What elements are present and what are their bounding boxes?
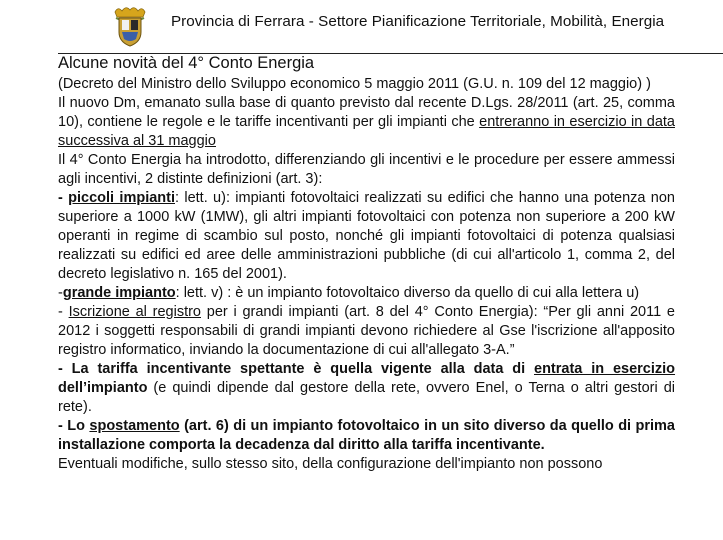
grande-impianto-term: grande impianto (62, 285, 176, 301)
slide-title: Alcune novità del 4° Conto Energia (58, 54, 315, 72)
piccoli-impianti-term: piccoli impianti (68, 190, 175, 206)
modifiche-paragraph (58, 455, 675, 474)
tariffa-paragraph (58, 360, 675, 417)
grande-impianto-paragraph (58, 284, 675, 303)
intro-text: Il nuovo Dm, emanato sulla base di quanto previsto dal recente D.Lgs. 28/2011 (art. 25, comma 10), contiene le regole e le tariffe incentivanti per gli impianti che (58, 95, 675, 130)
spostamento-underlined-text: spostamento (89, 418, 180, 434)
intro-paragraph (58, 94, 675, 151)
intro-underlined-text: entreranno in esercizio in data successiva al 31 maggio (58, 114, 675, 149)
grande-impianto-text: : lett. v) : è un impianto fotovoltaico diverso da quello di cui alla lettera u) (175, 285, 640, 301)
tariffa-underlined-text: entrata in esercizio (534, 361, 676, 377)
registro-prefix: - (58, 304, 69, 320)
spostamento-bold-text: - Lo (58, 418, 90, 434)
tariffa-bold-text: - La tariffa incentivante spettante è quella vigente alla data di (58, 361, 535, 377)
spostamento-paragraph (58, 417, 675, 455)
piccoli-impianti-text: : lett. u): impianti fotovoltaici realizzati su edifici che hanno una potenza non superiore a 1000 kW (1MW), gli altri impianti fotovoltaici con potenza non superiore a 200 kW operanti in regime di scambio sul posto, nonché gli impianti fotovoltaici di potenza qualsiasi realizzati su edifici ed aree delle amministrazioni pubbliche (di cui all'articolo 1, comma 2, del decreto legislativo n. 165 del 2001). (58, 190, 675, 282)
modifiche-text: Eventuali modifiche, sullo stesso sito, della configurazione dell'impianto non possono (58, 456, 603, 472)
grande-prefix: - (58, 285, 63, 301)
decree-text: (Decreto del Ministro dello Sviluppo economico 5 maggio 2011 (G.U. n. 109 del 12 maggio) ) (58, 76, 651, 92)
registro-paragraph (58, 303, 675, 360)
decree-paragraph (58, 75, 675, 94)
provincia-crest-icon (110, 2, 150, 48)
tariffa-text: (e quindi dipende dal gestore della rete, ovvero Enel, o Terna o altri gestori di rete). (58, 380, 675, 415)
piccoli-prefix: - (58, 190, 69, 206)
intro2-text: Il 4° Conto Energia ha introdotto, differenziando gli incentivi e le procedure per essere ammessi agli incentivi, 2 distinte definizioni (art. 3): (58, 152, 675, 187)
piccoli-impianti-paragraph (58, 189, 675, 284)
tariffa-bold-text-2: dell’impianto (58, 380, 148, 396)
spostamento-bold-text-2: (art. 6) di un impianto fotovoltaico in un sito diverso da quello di prima installazione comporta la decadenza dal diritto alla tariffa incentivante. (58, 418, 676, 453)
intro2-paragraph (58, 151, 675, 189)
registro-text: per i grandi impianti (art. 8 del 4° Conto Energia): “Per gli anni 2011 e 2012 i soggetti responsabili di grandi impianti devono richiedere al Gse l'iscrizione all'apposito registro informatico, inviando la documentazione di cui all'allegato 3-A.” (58, 304, 675, 358)
slide-body (58, 75, 675, 474)
registro-term: Iscrizione al registro (68, 304, 201, 320)
header-title: Provincia di Ferrara - Settore Pianificazione Territoriale, Mobilità, Energia (171, 13, 665, 30)
